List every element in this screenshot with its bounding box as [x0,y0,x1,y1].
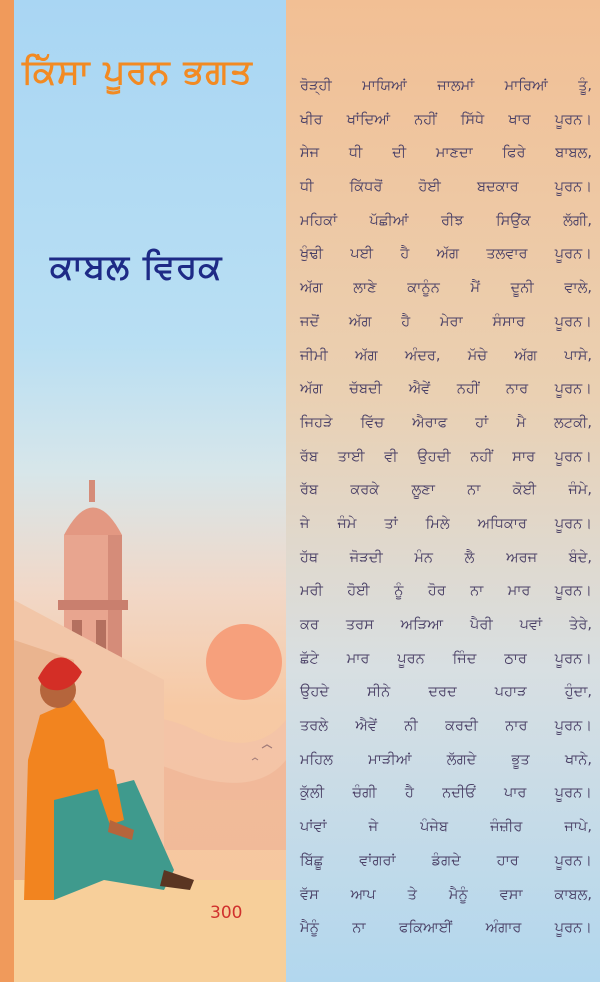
poem-word: ਜਾਲਮਾਂ [437,78,475,94]
poem-word: ਦੀ [392,145,407,162]
poem-word: ਲੈ [464,549,475,566]
poem-word: ਕਾਨੂੰਨ [407,280,440,297]
poem-line [300,171,592,205]
poem-word: ਤਲਵਾਰ [486,246,528,263]
poem-word: ਪੂਰਨ। [554,920,592,937]
poem-word: ਪੈਰੀ [469,617,493,633]
poem-word: ਸੀਨੇ [367,684,391,701]
poem-word: ਵਾਲੇ, [564,280,592,297]
poem-word: ਹੈ [401,313,411,330]
poem-line [300,407,592,441]
poem-line [300,373,592,407]
poem-word: ਨੀ [404,718,418,735]
poem-word: ਮੈ [516,414,526,431]
poem-word: ਮੰਨ [414,549,433,566]
poem-line [300,845,592,879]
poem-word: ਪੂਰਨ। [554,583,592,600]
illustration-panel [14,0,286,982]
poem-word: ਹੋਈ [347,583,370,600]
poem-word: ਅੱਗ [300,381,323,398]
poem-word: ਜਾਪੇ, [564,819,592,836]
poem-word: ਰੋੜ੍ਹੀ [300,78,332,94]
poem-word: ਤੇਰੇ, [569,617,592,633]
poem-line [300,137,592,171]
poem-word: ਤਾਂ [384,515,398,532]
poem-word: ਮਿਲੇ [425,515,450,532]
poem-word: ਜਦੋਂ [300,313,320,330]
poem-word: ਮਰੀ [300,583,323,600]
poem-line [300,575,592,609]
poem-word: ਤੂੰ, [578,78,592,94]
poem-word: ਹੈ [400,246,410,263]
illustration [14,0,286,982]
poem-word: ਉਹਦੀ [417,448,451,465]
poem-word: ਜੇ [300,515,310,532]
poem-line [300,340,592,374]
poem-word: ਪੂਰਨ। [554,448,592,465]
poem-word: ਅੰਗਾਰ [485,920,522,937]
poem-word: ਪੂਰਨ। [554,785,592,802]
poem-word: ਅੱਗ [348,313,372,330]
poem-word: ਪੂਰਨ। [554,515,592,532]
poem-word: ਨਹੀਂ [470,448,493,465]
poem-word: ਪੂਰਨ [397,650,425,667]
poem-word: ਸੇਜ [300,145,320,162]
poem-word: ਧੀ [300,179,314,196]
poem-line [300,710,592,744]
poem-word: ਵਾਂਗਰਾਂ [359,852,396,869]
poem-word: ਉਹਦੇ [300,684,329,701]
poem-word: ਮਹਿਕਾਂ [300,212,338,229]
poem-word: ਰੱਬ [300,448,319,465]
poem-line [300,609,592,643]
poem-word: ਕਰਦੀ [445,718,478,735]
poem-word: ਵੀ [384,448,398,465]
sun-icon [206,624,282,700]
poem-word: ਜੰਜ਼ੀਰ [490,819,523,836]
poem-word: ਆਪ [350,886,376,903]
poem-word: ਪਵਾਂ [519,617,543,633]
poem-word: ਅੰਦਰ, [404,347,441,364]
poem-word: ਖਾਰ [508,111,531,128]
page-number: 300 [210,903,243,923]
poem-line [300,104,592,138]
poem-word: ਮੈਂ [470,280,480,297]
poem-word: ਹੁੰਦਾ, [564,684,592,701]
poem-word: ਠਾਰ [504,650,527,667]
poem-word: ਮਾਣਦਾ [435,145,473,162]
poem-line [300,205,592,239]
poem-word: ਪੂਰਨ। [554,718,592,735]
poem-word: ਹੈ [404,785,414,802]
poem-word: ਫਕਿਆਈਂ [399,920,453,937]
poem-word: ਲੂਣਾ [411,482,435,499]
poem-word: ਕਿੱਧਰੋਂ [349,179,383,196]
poem-word: ਮਾਯਿਆਂ [362,78,407,94]
poem-word: ਬੰਦੇ, [568,549,592,566]
poem-word: ਤਰਸ [345,617,374,633]
poem-line [300,676,592,710]
poem-word: ਜਿੰਦ [452,650,477,667]
poem-text [300,70,592,946]
poem-word: ਅਧਿਕਾਰ [477,515,527,532]
poem-word: ਵਿੱਚ [360,414,385,431]
poem-word: ਪਾਂਵਾਂ [300,819,327,836]
poem-word: ਸੰਸਾਰ [492,313,525,330]
poem-word: ਪਹਾੜ [494,684,527,701]
poem-line [300,643,592,677]
poem-word: ਮੇਰਾ [439,313,463,330]
poem-word: ਨਾ [352,920,366,937]
poem-word: ਹੋਰ [427,583,446,600]
poem-word: ਪੂਰਨ। [554,246,592,263]
poem-word: ਅੱਗ [514,347,537,364]
poem-word: ਨਹੀਂ [414,111,437,128]
poem-word: ਨੂੰ [394,583,404,600]
poem-word: ਹੱਥ [300,549,319,566]
poem-word: ਪਾਸੇ, [564,347,592,364]
poem-word: ਮੈਨੂੰ [448,886,468,903]
poem-word: ਭੂਤ [511,751,530,768]
book-title: ਕਿੱਸਾ ਪੂਰਨ ਭਗਤ [22,52,253,92]
poem-word: ਪਾਰ [503,785,527,802]
poem-word: ਐਵੇਂ [355,718,377,735]
poem-word: ਐਰਾਫ [412,414,448,431]
poem-word: ਰੱਬ [300,482,319,499]
poem-word: ਖੀਰ [300,111,323,128]
poem-word: ਬਾਬਲ, [555,145,592,162]
poem-word: ਨਦੀਓਂ [442,785,476,802]
poem-word: ਪੰਜੇਬ [420,819,449,836]
poem-word: ਲੱਗਦੇ [446,751,477,768]
poem-word: ਬਿੱਛੂ [300,852,324,869]
poem-word: ਐਵੇਂ [408,381,431,398]
poem-word: ਮਾੜੀਆਂ [368,751,412,768]
poem-word: ਸਿੱਧੇ [460,111,485,128]
poem-word: ਨਾ [467,482,481,499]
poem-word: ਵੱਸ [300,886,319,903]
poem-word: ਮਾਰ [507,583,531,600]
poem-word: ਜੰਮੇ, [568,482,592,499]
poem-word: ਨਹੀਂ [456,381,480,398]
poem-word: ਵਸਾ [499,886,523,903]
poem-word: ਹਾਂ [475,414,489,431]
author-name: ਕਾਬਲ ਵਿਰਕ [50,247,223,287]
poem-word: ਨਾ [470,583,484,600]
poem-word: ਪੂਰਨ। [554,179,592,196]
poem-word: ਜੰਮੇ [337,515,357,532]
poem-line [300,508,592,542]
poem-word: ਕਾਬਲ, [554,886,592,903]
poem-word: ਜੋੜਦੀ [349,549,383,566]
poem-word: ਜੀਮੀ [300,347,328,364]
poem-line [300,70,592,104]
poem-word: ਖੁੰਢੀ [300,246,324,263]
poem-word: ਨਾਰ [505,718,528,735]
poem-word: ਹਾਰ [496,852,519,869]
poem-word: ਲਟਕੀ, [553,414,592,431]
poem-line [300,777,592,811]
poem-word: ਜਿਹੜੇ [300,414,333,431]
poem-word: ਪੂਰਨ। [554,650,592,667]
poem-word: ਨਾਰ [505,381,529,398]
poem-word: ਅੱਗ [436,246,460,263]
poem-word: ਪਈ [350,246,374,263]
poem-word: ਤਰਲੇ [300,718,329,735]
poem-word: ਅੜਿਆ [400,617,444,633]
poem-word: ਖਾਂਦਿਆਂ [346,111,391,128]
poem-word: ਦਰਦ [428,684,457,701]
poem-word: ਡੰਗਦੇ [431,852,461,869]
poem-word: ਪੂਰਨ। [554,381,592,398]
poem-word: ਦੂਨੀ [510,280,534,297]
poem-line [300,879,592,913]
poem-line [300,811,592,845]
poem-word: ਜੇ [368,819,379,836]
poem-line [300,272,592,306]
poem-word: ਹੋਈ [418,179,441,196]
poem-word: ਛੱਟੇ [300,650,319,667]
poem-word: ਪੂਰਨ। [554,852,592,869]
poem-word: ਧੀ [348,145,363,162]
poem-word: ਮੈਨੂੰ [300,920,319,937]
poem-word: ਖਾਨੇ, [564,751,592,768]
poem-line [300,238,592,272]
poem-word: ਮੱਚੇ [467,347,488,364]
poem-word: ਮਾਰਿਆਂ [504,78,548,94]
poem-line [300,474,592,508]
poem-word: ਅੱਗ [355,347,378,364]
poem-word: ਮਹਿਲ [300,751,333,768]
poem-word: ਪੂਰਨ। [554,313,592,330]
poem-word: ਕਰ [300,617,319,633]
poem-word: ਤੇ [407,886,417,903]
poem-word: ਚੰਗੀ [352,785,377,802]
poem-word: ਕੋਈ [512,482,537,499]
poem-word: ਬਦਕਾਰ [476,179,519,196]
poem-word: ਮਾਰ [346,650,370,667]
poem-word: ਫਿਰੇ [502,145,526,162]
poem-word: ਤਾਈ [337,448,365,465]
poem-word: ਰੀਝ [441,212,464,229]
poem-word: ਕਰਕੇ [350,482,380,499]
poem-line [300,912,592,946]
poem-word: ਸਿਉਂਕ [495,212,531,229]
poem-word: ਲੱਗੀ, [563,212,592,229]
poem-line [300,542,592,576]
poem-word: ਅੱਗ [300,280,323,297]
poem-word: ਪੱਛੀਆਂ [369,212,409,229]
poem-word: ਪੂਰਨ। [554,111,592,128]
poem-line [300,306,592,340]
poem-line [300,441,592,475]
poem-line [300,744,592,778]
poem-word: ਸਾਰ [512,448,536,465]
poem-word: ਚੱਬਦੀ [349,381,383,398]
poem-word: ਲਾਣੇ [353,280,377,297]
poem-word: ਕੁੱਲੀ [300,785,325,802]
poem-word: ਅਰਜ [506,549,538,566]
